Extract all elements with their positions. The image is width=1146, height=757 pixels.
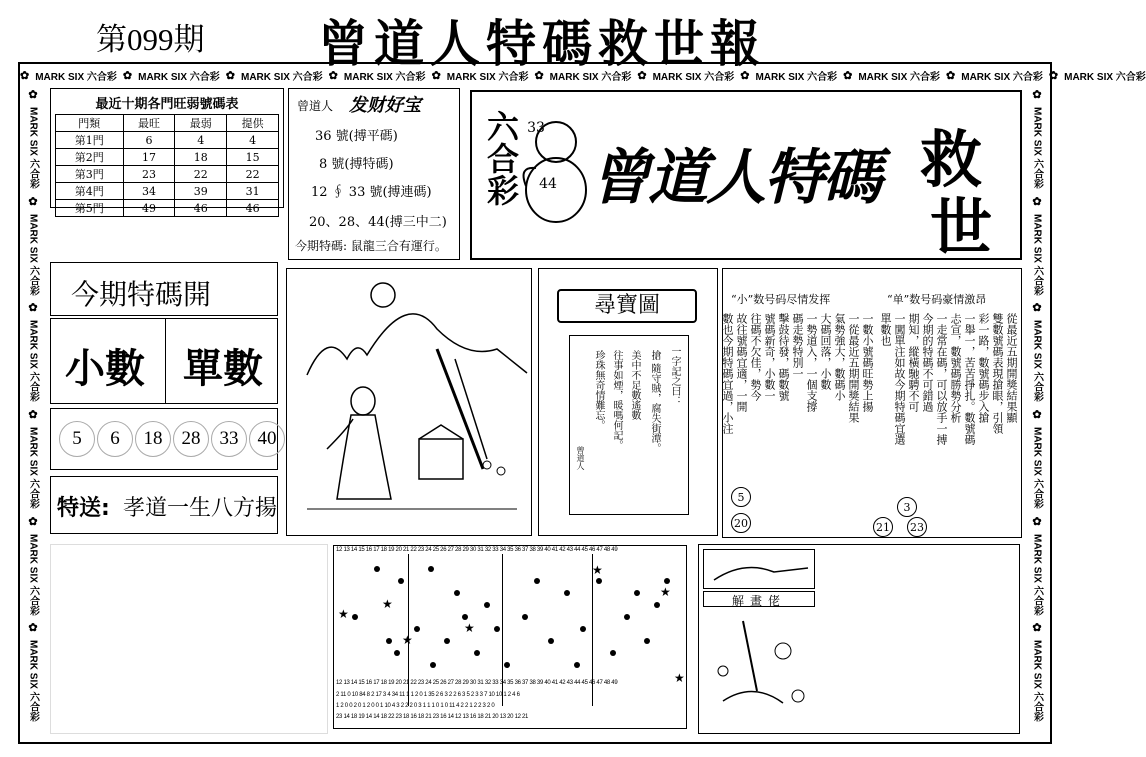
masthead-title: 曾道人特碼救世報 [318, 14, 766, 73]
grid-dot [494, 626, 500, 632]
grid-star-icon: ★ [402, 633, 413, 647]
table-cell: 18 [175, 149, 227, 166]
table-cell: 22 [227, 166, 279, 183]
treasure-col-3: 美中不足數遙數 [629, 350, 640, 420]
flower-icon: ✿ [1030, 514, 1043, 528]
treasure-col-1: 一字記之曰： [669, 346, 680, 406]
flower-icon: ✿ [1030, 194, 1043, 208]
brand-strip-label: MARK SIX 六合彩 [138, 71, 220, 83]
weak-strong-table-box [50, 88, 284, 215]
brand-strip-label: MARK SIX 六合彩 [1064, 71, 1146, 83]
table-row [56, 200, 279, 217]
treasure-title: 尋寶圖 [557, 289, 697, 323]
grid-bottom-row-2: 2 11 0 10 84 8 2 17 3 4 34 11 1 1 2 0 1 35 2 6 3 2 2 6 3 5 2 3 3 7 10 10 1 2 4 6 [336, 692, 520, 698]
banner-box: 六合彩 33 44 曾道人特碼 救 世 [470, 90, 1022, 260]
analysis-column: 雙數號碼表現搶眼，引領 [991, 313, 1004, 434]
analysis-column: 數也今期特碼宜過，小注 [721, 313, 734, 434]
analysis-column: 忐宣，數號碼勝勢分析 [949, 313, 962, 423]
number-ball: 33 [211, 421, 247, 457]
grid-star-icon: ★ [660, 585, 671, 599]
grid-dot [352, 614, 358, 620]
analysis-column: 今期的特碼不可錯過 [921, 313, 934, 412]
number-ball: 40 [249, 421, 285, 457]
grid-dot [624, 614, 630, 620]
analysis-column: 大碼回落，小數 [819, 313, 832, 390]
analysis-column: 號碼新奇，小數一 [763, 313, 776, 401]
table-cell: 第5門 [56, 200, 124, 217]
table-cell: 34 [123, 183, 175, 200]
table-cell: 4 [227, 132, 279, 149]
weak-strong-table-title: 最近十期各門旺弱號碼表 [95, 97, 239, 112]
puzzle-box [698, 544, 1020, 734]
analysis-column: 碼走勢特別一 [791, 313, 804, 379]
number-ball: 28 [173, 421, 209, 457]
grid-dot [398, 578, 404, 584]
brand-strip-label: MARK SIX 六合彩 [652, 71, 735, 83]
table-cell: 22 [175, 166, 227, 183]
table-row [56, 183, 279, 200]
puzzle-title: 解畫佬 [703, 591, 815, 607]
table-cell: 第3門 [56, 166, 124, 183]
number-ball: 5 [59, 421, 95, 457]
flower-icon: ✿ [1048, 69, 1059, 82]
gift-text: 孝道一生八方揚 [123, 496, 278, 521]
analysis-column: 一勢道入，一個支撐 [805, 313, 818, 412]
brand-strip-label: MARK SIX 六合彩 [27, 533, 39, 616]
flower-icon: ✿ [26, 88, 39, 101]
puzzle-illustration [703, 611, 815, 721]
table-cell: 第2門 [56, 149, 124, 166]
special-open-title: 今期特碼開 [71, 278, 212, 311]
analysis-column: 往碼不欠佳，勢今 [749, 313, 762, 401]
treasure-box [538, 268, 718, 536]
analysis-column: 一舉一，苦苦掙扎。數號碼 [963, 313, 976, 445]
grid-dot [534, 578, 540, 584]
number-circle: 20 [731, 513, 751, 533]
grid-dot [580, 626, 586, 632]
grid-bottom-row-1: 12 13 14 15 16 17 18 19 20 21 22 23 24 25 26 27 28 29 30 31 32 33 34 35 36 37 38 39 40 41 42 43 44 45 46 47 48 49 [336, 680, 618, 686]
table-cell: 第1門 [56, 132, 124, 149]
flower-icon: ✿ [637, 69, 647, 82]
brand-strip-label: MARK SIX 六合彩 [549, 71, 632, 83]
flower-icon: ✿ [225, 69, 235, 82]
grid-star-icon: ★ [338, 607, 349, 621]
brand-strip-label: MARK SIX 六合彩 [241, 71, 323, 83]
brand-strip-label: MARK SIX 六合彩 [1031, 533, 1043, 616]
table-cell: 39 [175, 183, 227, 200]
flower-icon: ✿ [26, 301, 39, 315]
recommend-line-2: 8 號(搏特碼) [319, 157, 394, 172]
grid-bottom-row-3: 1 2 0 0 2 0 1 2 0 0 1 10 4 3 2 2 2 0 3 1 1 1 0 1 0 11 4 2 2 1 2 2 3 2 0 [336, 703, 495, 709]
grid-dot [548, 638, 554, 644]
recommend-line-3: 12 ∮ 33 號(搏連碼) [311, 185, 432, 200]
table-cell: 6 [123, 132, 175, 149]
grid-dot [634, 590, 640, 596]
flower-icon: ✿ [1030, 88, 1043, 101]
number-circle: 21 [873, 517, 893, 537]
grid-top-numbers: 12 13 14 15 16 17 18 19 20 21 22 23 24 25 26 27 28 29 30 31 32 33 34 35 36 37 38 39 40 41 42 43 44 45 46 47 48 49 [336, 547, 618, 553]
blank-area [50, 544, 328, 734]
table-header: 最弱 [175, 115, 227, 132]
banner-big-2: 世 [930, 191, 993, 264]
table-cell: 4 [175, 132, 227, 149]
treasure-col-2: 搶 隨守賊，腐失街潭。 [649, 350, 660, 454]
brand-strip-label: MARK SIX 六合彩 [27, 427, 39, 509]
grid-dot [462, 614, 468, 620]
special-open-odd: 單數 [183, 345, 263, 392]
illustration-box [286, 268, 532, 536]
table-cell: 23 [123, 166, 175, 183]
recommend-slogan: 发财好宝 [349, 95, 421, 116]
brand-strip-label: MARK SIX 六合彩 [1031, 107, 1043, 189]
issue-number: 第099期 [96, 22, 205, 57]
brand-strip-label: MARK SIX 六合彩 [35, 71, 117, 83]
brand-strip-label: MARK SIX 六合彩 [1031, 320, 1043, 403]
grid-dot [454, 590, 460, 596]
flower-icon: ✿ [431, 69, 441, 82]
analysis-column: 期知，縱橫馳騁不可 [907, 313, 920, 412]
brand-strip-label: MARK SIX 六合彩 [1031, 640, 1043, 723]
grid-dot [394, 650, 400, 656]
recommend-box [288, 88, 460, 260]
brand-strip-label: MARK SIX 六合彩 [446, 71, 529, 83]
flower-icon: ✿ [1030, 301, 1043, 315]
grid-dot [428, 566, 434, 572]
brand-strip-label: MARK SIX 六合彩 [755, 71, 838, 83]
gift-box [50, 476, 278, 534]
recommend-line-1: 36 號(搏平碼) [315, 129, 398, 144]
grid-star-icon: ★ [592, 563, 603, 577]
grid-dot [574, 662, 580, 668]
flower-icon: ✿ [843, 69, 853, 82]
grid-dot [414, 626, 420, 632]
flower-icon: ✿ [26, 514, 39, 528]
treasure-signature: 曾道人 [576, 446, 585, 470]
grid-dot [664, 578, 670, 584]
table-header: 最旺 [123, 115, 175, 132]
table-row [56, 166, 279, 183]
banner-main-title: 曾道人特碼 [590, 143, 880, 213]
analysis-column: 單數也 [879, 313, 892, 346]
analysis-head-left: “小”数号码尽情发挥 [731, 293, 831, 306]
puzzle-hand-image [703, 549, 815, 589]
grid-dot [484, 602, 490, 608]
grid-dot [504, 662, 510, 668]
table-cell: 15 [227, 149, 279, 166]
brand-strip-left [22, 88, 44, 738]
brand-strip-label: MARK SIX 六合彩 [1031, 427, 1043, 509]
scholar-illustration [287, 269, 531, 535]
grid-dot [430, 662, 436, 668]
flower-icon: ✿ [946, 69, 956, 82]
treasure-col-4: 往事如煙，暖嗎何記。 [611, 350, 622, 450]
analysis-head-right: “单”数号码豪情激昂 [887, 293, 987, 306]
gift-label: 特送: [57, 496, 110, 521]
table-row [56, 149, 279, 166]
analysis-column: 從最近五期開獎結果顯 [1005, 313, 1018, 423]
grid-star-icon: ★ [382, 597, 393, 611]
analysis-column: 彩一路，數號碼步入搶 [977, 313, 990, 423]
grid-dot [444, 638, 450, 644]
analysis-column: 擊鼓待發，碼數號 [777, 313, 790, 401]
treasure-col-5: 珍珠無奇情難忘。 [593, 350, 604, 430]
brand-strip-label: MARK SIX 六合彩 [27, 107, 39, 189]
flower-icon: ✿ [26, 621, 39, 635]
table-cell: 第4門 [56, 183, 124, 200]
special-open-numbers-box [50, 408, 278, 470]
treasure-scroll [569, 335, 689, 515]
analysis-column: 一數小號碼旺勢上揚 [861, 313, 874, 412]
special-open-numbers [59, 421, 285, 457]
flower-icon: ✿ [20, 69, 30, 82]
brand-strip-label: MARK SIX 六合彩 [343, 71, 426, 83]
number-circle: 3 [897, 497, 917, 517]
grid-dot [474, 650, 480, 656]
grid-dot [386, 638, 392, 644]
analysis-box [722, 268, 1022, 538]
table-cell: 46 [227, 200, 279, 217]
grid-dot [610, 650, 616, 656]
table-row [56, 132, 279, 149]
table-cell: 17 [123, 149, 175, 166]
special-open-title-box [50, 262, 278, 316]
flower-icon: ✿ [1030, 408, 1043, 422]
banner-vertical-title: 六合彩 [482, 110, 520, 206]
banner-big-1: 救 [920, 123, 983, 196]
table-cell: 31 [227, 183, 279, 200]
brand-strip-label: MARK SIX 六合彩 [961, 71, 1043, 83]
flower-icon: ✿ [534, 69, 544, 82]
analysis-column: 一闖單注如故今期特碼宜選 [893, 313, 906, 445]
brand-strip-right [1026, 88, 1048, 738]
grid-dot [564, 590, 570, 596]
analysis-column: 故往號碼宜適，一開 [735, 313, 748, 412]
number-circle: 23 [907, 517, 927, 537]
brand-strip-label: MARK SIX 六合彩 [1031, 213, 1043, 296]
grid-star-icon: ★ [464, 621, 475, 635]
grid-bottom-row-4: 23 14 18 19 14 14 18 22 23 18 16 18 21 23 16 14 12 13 16 18 21 20 13 20 12 21 [336, 714, 529, 720]
grid-dot [522, 614, 528, 620]
flower-icon: ✿ [328, 69, 338, 82]
grid-dot [596, 578, 602, 584]
grid-dot [644, 638, 650, 644]
table-cell: 49 [123, 200, 175, 217]
number-ball: 18 [135, 421, 171, 457]
table-cell: 46 [175, 200, 227, 217]
flower-icon: ✿ [26, 408, 39, 422]
table-header: 提供 [227, 115, 279, 132]
dot-grid [333, 545, 687, 729]
recommend-author: 曾道人 [297, 99, 334, 113]
flower-icon: ✿ [740, 69, 750, 82]
flower-icon: ✿ [122, 69, 133, 82]
number-ball: 6 [97, 421, 133, 457]
analysis-column: 氣勢強大，數碼小 [833, 313, 846, 401]
number-circle: 5 [731, 487, 751, 507]
flower-icon: ✿ [1030, 621, 1043, 635]
brand-strip-label: MARK SIX 六合彩 [27, 640, 39, 723]
grid-star-icon: ★ [674, 671, 685, 685]
grid-dot [374, 566, 380, 572]
weak-strong-table [55, 114, 279, 217]
special-open-type-box [50, 318, 278, 404]
brand-strip-top [20, 64, 1146, 86]
recommend-line-4: 20、28、44(搏三中二) [309, 215, 447, 230]
analysis-column: 一走常在碼，可以放手一搏 [935, 313, 948, 445]
table-header: 門類 [56, 115, 124, 132]
brand-strip-label: MARK SIX 六合彩 [858, 71, 941, 83]
brand-strip-label: MARK SIX 六合彩 [27, 213, 39, 296]
analysis-column: 一從最近五期開獎結果 [847, 313, 860, 423]
special-open-small: 小數 [65, 345, 145, 392]
grid-dot [654, 602, 660, 608]
flower-icon: ✿ [26, 194, 39, 208]
recommend-special: 今期特碼: 鼠龍三合有運行。 [295, 239, 447, 253]
brand-strip-label: MARK SIX 六合彩 [27, 320, 39, 403]
